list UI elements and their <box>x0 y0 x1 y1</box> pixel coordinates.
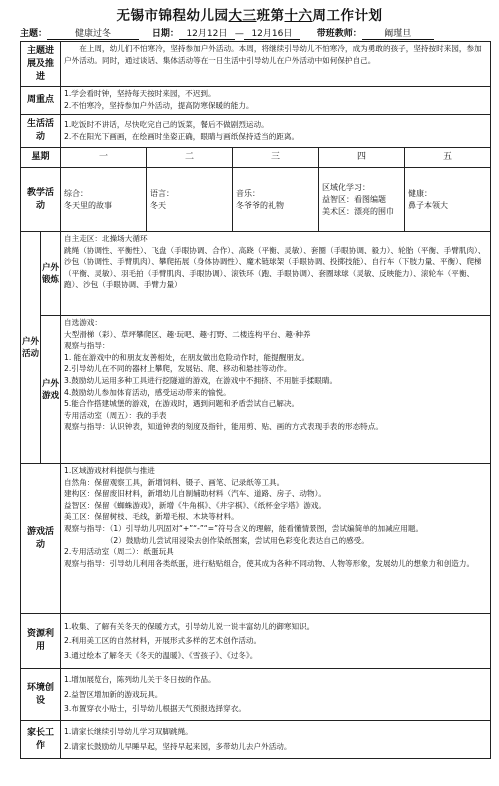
outdoor-games-line: 2.引导幼儿在不同的器材上攀爬，发展钻、爬、移动和悬挂等动作。 <box>64 364 292 374</box>
game-activity-line: 建构区：保留废旧材料，新增幼儿自制辅助材料（汽车、道路、房子、动物）。 <box>64 489 326 499</box>
theme-progress-label: 主题进展及推进 <box>21 42 61 87</box>
weekday-thu: 四 <box>319 148 405 168</box>
weekday-tue: 二 <box>147 148 233 168</box>
teaching-subject: 健康： <box>408 188 433 198</box>
title-week: 十六 <box>284 8 313 24</box>
title-grade: 大三 <box>228 8 257 24</box>
environment-item: 1.增加展览台，陈列幼儿关于冬日按的作品。 <box>64 675 216 685</box>
environment-item: 2.益智区增加新的游戏玩具。 <box>64 689 163 699</box>
game-activity-line: 1.区域游戏材料提供与推进 <box>64 466 155 475</box>
teaching-topic: 美术区：漂亮的围巾 <box>322 206 395 216</box>
teaching-topic: 冬爷爷的礼物 <box>236 200 285 210</box>
life-activity-item: 2.不在阳光下画画，在绘画时坐姿正确，眼睛与画纸保持适当的距离。 <box>64 132 300 141</box>
teaching-topic: 冬天里的故事 <box>64 200 113 210</box>
life-activity-label: 生活活动 <box>21 115 61 148</box>
teaching-day-thu <box>319 168 405 232</box>
row-weekdays <box>21 148 491 168</box>
date-separator: — <box>234 29 244 39</box>
row-week-focus <box>21 87 491 115</box>
teaching-subject: 区域化学习： <box>322 182 371 192</box>
teaching-day-mon <box>61 168 147 232</box>
teaching-subject: 语言： <box>150 188 175 198</box>
outdoor-games-line: 3.鼓励幼儿运用多种工具进行挖隧道的游戏，在游戏中不拥挤、不用脏手揉眼睛。 <box>64 375 338 385</box>
row-outdoor-games <box>21 316 491 464</box>
outdoor-games-line: 5.能合作搭建城堡的游戏，在游戏时，遇到问题和矛盾尝试自己解决。 <box>64 399 300 409</box>
title-suffix: 周工作计划 <box>312 8 383 24</box>
teaching-day-fri <box>405 168 491 232</box>
outdoor-games-line: 4.鼓励幼儿参加体育活动，感受运动带来的愉悦。 <box>64 387 231 397</box>
teaching-subject: 音乐： <box>236 188 261 198</box>
date-from: 12月12日 <box>179 26 235 40</box>
page-title <box>0 4 499 24</box>
outdoor-exercise-label: 户外锻炼 <box>41 232 61 316</box>
weekday-mon: 一 <box>61 148 147 168</box>
row-resources <box>21 614 491 669</box>
row-family <box>21 721 491 759</box>
date-label: 日期： <box>151 29 179 39</box>
weekday-fri: 五 <box>405 148 491 168</box>
row-environment <box>21 669 491 721</box>
plan-table <box>20 41 491 759</box>
teaching-topic: 鼻子本领大 <box>408 200 449 210</box>
game-activity-line: （2）鼓励幼儿尝试用浸染去创作染纸图案，尝试用色彩变化表达自己的感受。 <box>105 535 369 545</box>
outdoor-games-line: 观察与指导： <box>64 341 110 351</box>
game-activity-line: 美工区：保留树枝、毛线，新增毛根、木块等材料。 <box>64 512 239 522</box>
row-life-activity <box>21 115 491 148</box>
weekday-wed: 三 <box>233 148 319 168</box>
outdoor-label: 户外活动 <box>21 232 41 464</box>
meta-line <box>20 26 490 40</box>
date-to: 12月16日 <box>244 26 300 40</box>
resources-item: 3.通过绘本了解冬天《冬天的温暖》、《雪孩子》、《过冬》。 <box>64 650 258 660</box>
weekday-label: 星期 <box>21 148 61 168</box>
title-mid: 班第 <box>256 8 285 24</box>
outdoor-games-line: 观察与指导：认识钟表，知道钟表的刻度及指针，能用剪、贴、画的方式表现手表的形态特点。 <box>64 422 383 432</box>
teaching-topic: 冬天 <box>150 200 167 210</box>
row-outdoor-exercise <box>21 232 491 316</box>
game-activity-line: 观察与指导：引导幼儿利用各类纸蛋，进行粘贴组合，使其成为各种不同动物、人物等形象，发展幼儿的想象力和创造力。 <box>64 558 475 568</box>
game-activity-label: 游戏活动 <box>21 464 61 614</box>
week-focus-item: 2.不怕寒冷，坚持参加户外活动，提高防寒保暖的能力。 <box>64 100 254 110</box>
environment-item: 3.布置穿衣小贴士，引导幼儿根据天气预报选择穿衣。 <box>64 704 246 714</box>
teacher-value: 阚瑾旦 <box>362 26 434 40</box>
outdoor-exercise-line: 跳绳（协调性、平衡性）、飞盘（手眼协调、合作）、高跷（平衡、灵敏）、套圈（手眼协调、毅力）、轮胎（平衡、手臂肌肉）、沙包（协调性、手臂肌肉）、攀爬拓展（身体协调性）、魔术链球架（手眼协调、投掷技能）、自行车（下肢力量、平衡）、爬梯（平衡、灵敏）、羽毛拍（手臂肌肉、手眼协调）、滚铁环（跑、手眼协调）、套圈球球（灵敏、反映能力）、滚轮车（平衡、跑）、沙包（手眼协调、手臂力量） <box>64 245 486 290</box>
outdoor-games-label: 户外游戏 <box>41 316 61 464</box>
family-item: 1.请家长继续引导幼儿学习双脚跳绳。 <box>64 727 193 737</box>
teaching-day-tue <box>147 168 233 232</box>
game-activity-line: 2.专用活动室（周二）：纸蛋玩具 <box>64 547 174 557</box>
life-activity-item: 1.吃饭时不讲话，尽快吃完自己的饭菜，餐后不做剧烈运动。 <box>64 120 269 130</box>
outdoor-exercise-line: 自主走区：北操场大循环 <box>64 234 148 243</box>
row-teaching <box>21 168 491 232</box>
teaching-label: 教学活动 <box>21 168 61 232</box>
game-activity-line: 自然角：保留观察工具，新增饲料、镊子、画笔、记录纸等工具。 <box>64 477 285 487</box>
outdoor-games-line: 大型滑梯（彩）、草坪攀爬区、趣·玩吧、趣·打野、二楼连构平台、趣·种养 <box>64 329 311 339</box>
theme-value: 健康过冬 <box>47 26 139 40</box>
theme-label: 主题： <box>20 29 48 39</box>
teaching-topic: 益智区：看图编题 <box>322 194 387 204</box>
outdoor-games-line: 自选游戏： <box>64 318 102 327</box>
teaching-subject: 综合： <box>64 188 89 198</box>
game-activity-line: 益智区：保留《蜘蛛游戏》，新增《牛角棋》、《井字棋》、《纸杯金字塔》游戏。 <box>64 500 326 510</box>
week-focus-item: 1.学会看时钟，坚持每天按时来园，不迟到。 <box>64 89 216 98</box>
row-game-activity <box>21 464 491 614</box>
week-focus-label: 周重点 <box>21 87 61 115</box>
title-prefix: 无锡市锦程幼儿园 <box>116 8 229 24</box>
outdoor-games-line: 专用活动室（周五）：我的手表 <box>64 410 167 420</box>
teaching-day-wed <box>233 168 319 232</box>
resources-label: 资源利用 <box>21 614 61 669</box>
family-item: 2.请家长鼓励幼儿早睡早起，坚持早起来园，多带幼儿去户外活动。 <box>64 742 292 751</box>
teacher-label: 带班教师： <box>316 29 362 39</box>
theme-progress-text: 在上周，幼儿们不怕寒冷，坚持参加户外活动。本周，将继续引导幼儿不怕寒冷，成为勇敢的孩子，坚持按时来园，参加户外活动。同时，通过谈话、集体活动等在一日生活中引导幼儿在户外活动中如何保护自己。 <box>64 44 482 65</box>
resources-item: 2.利用美工区的自然材料，开展形式多样的艺术创作活动。 <box>64 636 262 646</box>
game-activity-line: 观察与指导：（1）引导幼儿巩固对“+”“-”“=”符号含义的理解，能看懂情景图，尝试编简单的加减应用题。 <box>64 523 424 533</box>
outdoor-games-line: 1. 能在游戏中的和朋友友善相处，在朋友做出危险动作时，能提醒朋友。 <box>64 352 310 362</box>
family-label: 家长工作 <box>21 721 61 759</box>
resources-item: 1.收集、了解有关冬天的保暖方式，引导幼儿说一说丰富幼儿的御寒知识。 <box>64 621 315 631</box>
row-theme-progress <box>21 42 491 87</box>
environment-label: 环境创设 <box>21 669 61 721</box>
